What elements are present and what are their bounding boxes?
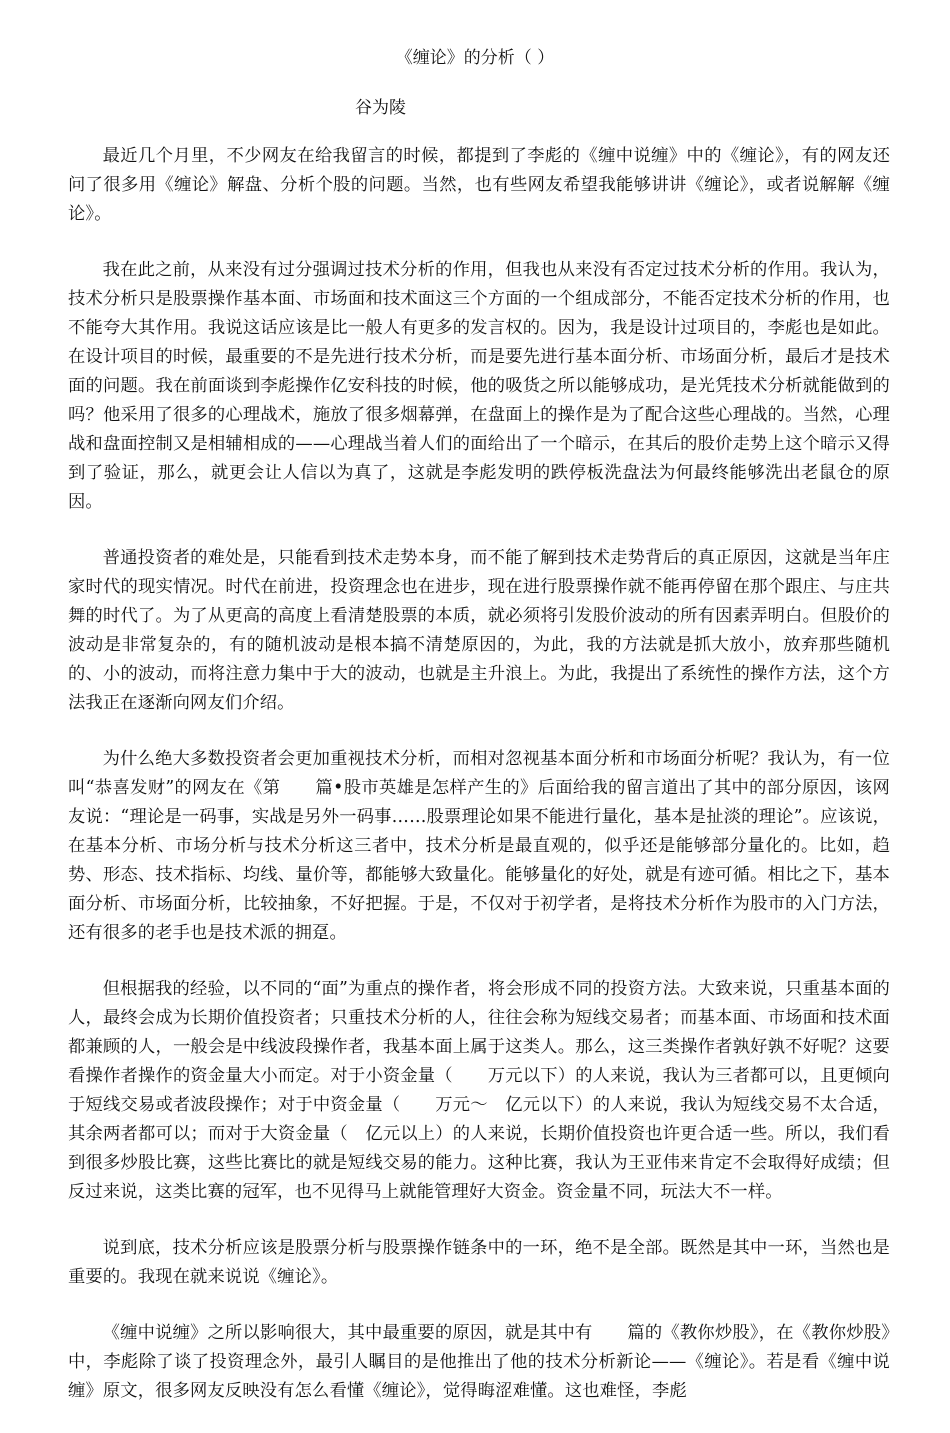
paragraph-1: 最近几个月里，不少网友在给我留言的时候，都提到了李彪的《缠中说缠》中的《缠论》，有的网友还问了很多用《缠论》解盘、分析个股的问题。当然，也有些网友希望我能够讲讲《缠论》，或者说解解《缠论》。 [68, 146, 890, 224]
author-name: 谷为陵 [355, 98, 406, 118]
paragraph-7: 《缠中说缠》之所以影响很大，其中最重要的原因，就是其中有 篇的《教你炒股》，在《教你炒股》中，李彪除了谈了投资理念外，最引人瞩目的是他推出了他的技术分析新论——《缠论》。若是看《缠中说缠》原文，很多网友反映没有怎么看懂《缠论》，觉得晦涩难懂。这也难怪，李彪 [68, 1323, 890, 1401]
paragraph-5: 但根据我的经验，以不同的“面”为重点的操作者，将会形成不同的投资方法。大致来说，只重基本面的人，最终会成为长期价值投资者；只重技术分析的人，往往会称为短线交易者；而基本面、市场面和技术面都兼顾的人，一般会是中线波段操作者，我基本面上属于这类人。那么，这三类操作者孰好孰不好呢？这要看操作者操作的资金量大小而定。对于小资金量（ 万元以下）的人来说，我认为三者都可以，且更倾向于短线交易或者波段操作；对于中资金量（ 万元～ 亿元以下）的人来说，我认为短线交易不太合适，其余两者都可以；而对于大资金量（ 亿元以上）的人来说，长期价值投资也许更合适一些。所以，我们看到很多炒股比赛，这些比赛比的就是短线交易的能力。这种比赛，我认为王亚伟来肯定不会取得好成绩；但反过来说，这类比赛的冠军，也不见得马上就能管理好大资金。资金量不同，玩法大不一样。 [68, 979, 890, 1202]
paragraph-4: 为什么绝大多数投资者会更加重视技术分析，而相对忽视基本面分析和市场面分析呢？我认为，有一位叫“恭喜发财”的网友在《第 篇•股市英雄是怎样产生的》后面给我的留言道出了其中的部分原因，该网友说：“理论是一码事，实战是另外一码事……股票理论如果不能进行量化，基本是扯淡的理论”。应该说，在基本分析、市场分析与技术分析这三者中，技术分析是最直观的，似乎还是能够部分量化的。比如，趋势、形态、技术指标、均线、量价等，都能够大致量化。能够量化的好处，就是有迹可循。相比之下，基本面分析、市场面分析，比较抽象，不好把握。于是，不仅对于初学者，是将技术分析作为股市的入门方法，还有很多的老手也是技术派的拥趸。 [68, 749, 890, 943]
paragraph-3: 普通投资者的难处是，只能看到技术走势本身，而不能了解到技术走势背后的真正原因，这就是当年庄家时代的现实情况。时代在前进，投资理念也在进步，现在进行股票操作就不能再停留在那个跟庄、与庄共舞的时代了。为了从更高的高度上看清楚股票的本质，就必须将引发股价波动的所有因素弄明白。但股价的波动是非常复杂的，有的随机波动是根本搞不清楚原因的，为此，我的方法就是抓大放小，放弃那些随机的、小的波动，而将注意力集中于大的波动，也就是主升浪上。为此，我提出了系统性的操作方法，这个方法我正在逐渐向网友们介绍。 [68, 548, 890, 713]
paragraph-2: 我在此之前，从来没有过分强调过技术分析的作用，但我也从来没有否定过技术分析的作用。我认为，技术分析只是股票操作基本面、市场面和技术面这三个方面的一个组成部分，不能否定技术分析的作用，也不能夸大其作用。我说这话应该是比一般人有更多的发言权的。因为，我是设计过项目的，李彪也是如此。在设计项目的时候，最重要的不是先进行技术分析，而是要先进行基本面分析、市场面分析，最后才是技术面的问题。我在前面谈到李彪操作亿安科技的时候，他的吸货之所以能够成功，是光凭技术分析就能做到的吗？他采用了很多的心理战术，施放了很多烟幕弹，在盘面上的操作是为了配合这些心理战的。当然，心理战和盘面控制又是相辅相成的——心理战当着人们的面给出了一个暗示，在其后的股价走势上这个暗示又得到了验证，那么，就更会让人信以为真了，这就是李彪发明的跌停板洗盘法为何最终能够洗出老鼠仓的原因。 [68, 260, 890, 512]
paragraph-6: 说到底，技术分析应该是股票分析与股票操作链条中的一环，绝不是全部。既然是其中一环，当然也是重要的。我现在就来说说《缠论》。 [68, 1238, 890, 1287]
document-title: 《缠论》的分析（ ） [395, 48, 555, 68]
document-body [68, 142, 890, 1433]
